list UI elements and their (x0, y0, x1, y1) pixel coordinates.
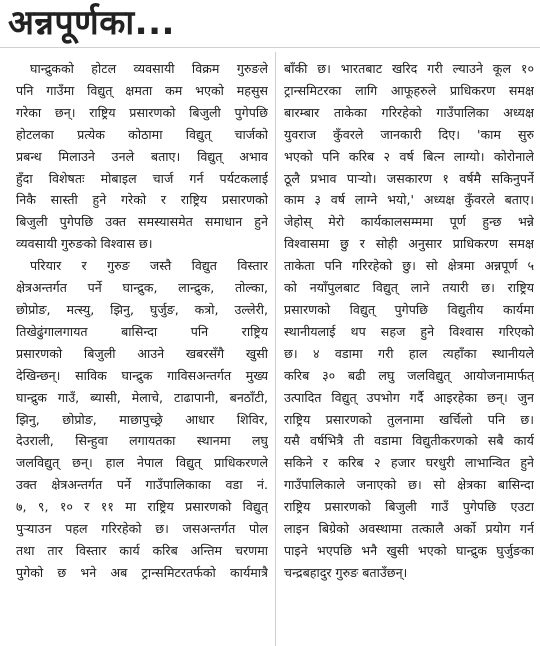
article-text-line: घान्द्रुक गाउँ, ब्यासी, मेलाचे, टाढापानी, बनठाँटी, (16, 389, 268, 405)
article-text-line: भएको पनि करिब २ वर्ष बित्न लाग्यो। कोरोनाले (284, 148, 534, 164)
article-text-line: बिजुली पुगेपछि उक्त समस्यासमेत समाधान हुने (16, 214, 268, 230)
article-text-line: प्रसारणको विद्युत् पुगेपछि विद्युतीय कार्यमा (284, 301, 534, 317)
article-text-line: प्रबन्ध मिलाउने उनले बताए। विद्युत् अभाव (16, 148, 268, 164)
article-text-line: जलविद्युत् छन्। हाल नेपाल विद्युत् प्राधिकरणले (16, 455, 268, 471)
article-text-line: छ। ४ वडामा गरी हाल त्यहाँका स्थानीयले (284, 345, 534, 361)
article-text-line: व्यवसायी गुरुङको विश्वास छ। (16, 236, 153, 252)
article-text-line: राष्ट्रिय प्रसारणको बिजुली गाउँ पुगेपछि एउटा (284, 499, 534, 515)
article-text-line: उत्पादित विद्युत् उपभोग गर्दै आइरहेका छन्। जुन (284, 389, 534, 405)
article-text-line: ठूलै प्रभाव पाऱ्यो। जसकारण १ वर्षमै सकिनुपर्ने (284, 170, 534, 186)
article-text-line: काम ३ वर्ष लाग्ने भयो,' अध्यक्ष कुँवरले बताए। (284, 192, 534, 208)
article-text-line: लाइन बिग्रेको अवस्थामा तत्कालै अर्को प्रयोग गर्न (284, 521, 534, 537)
article-text-line: को नयाँपुलबाट विद्युत् लाने तयारी छ। राष्ट्रिय (284, 280, 534, 296)
article-text-line: पुऱ्याउन पहल गरिरहेको छ। जसअन्तर्गत पोल (16, 521, 268, 537)
article-text-line: करिब ३० बढी लघु जलविद्युत् आयोजनामार्फत् (284, 367, 534, 383)
article-text-line: पुगेको छ भने अब ट्रान्समिटरतर्फको कार्यमात्रै (16, 564, 268, 580)
headline-rule (0, 47, 540, 48)
article-text-line: परियार र गुरुङ जस्तै विद्युत विस्तार (30, 258, 268, 274)
article-text-line: होटलका प्रत्येक कोठामा विद्युत् चार्जको (16, 126, 268, 142)
article-text-line: देखिन्छन्। साविक घान्द्रुक गाविसअन्तर्गत मुख्य (16, 367, 268, 383)
article-text-line: तिखेढुंगालगायत बासिन्दा पनि राष्ट्रिय (16, 323, 268, 339)
article-headline: अन्नपूर्णका... (8, 3, 175, 43)
article-text-line: विश्वासमा छु र सोही अनुसार प्राधिकरण समक्ष (284, 236, 534, 252)
article-text-line: चन्द्रबहादुर गुरुङ बताउँछन्। (284, 564, 408, 580)
article-text-line: राष्ट्रिय प्रसारणको तुलनामा खर्चिलो पनि छ। (284, 411, 534, 427)
article-text-line: निकै सास्ती हुने गरेको र राष्ट्रिय प्रसारणको (16, 192, 268, 208)
article-text-line: पाइने भएपछि भनै खुसी भएको घान्द्रुक घुर्जुङका (284, 542, 534, 558)
article-text-line: यसै वर्षभित्रै ती वडामा विद्युतीकरणको सबै कार्य (284, 433, 534, 449)
article-text-line: प्रसारणको बिजुली आउने खबरसँगै खुसी (16, 345, 268, 361)
article-text-line: बाँकी छ। भारतबाट खरिद गरी ल्याउने कूल १० (284, 61, 534, 76)
article-text-line: पनि गाउँमा विद्युत् क्षमता कम भएको महसुस (16, 82, 268, 98)
article-text-line: जेहोस् मेरो कार्यकालसम्ममा पूर्ण हुन्छ भन्ने (284, 214, 534, 230)
article-column-left (16, 58, 268, 584)
article-text-line: छोप्रोङ, मत्स्यु, झिनु, घुर्जुङ, कत्रो, उल्लेरी, (16, 301, 268, 317)
article-text-line: तथा तार विस्तार कार्य करिब अन्तिम चरणमा (16, 542, 268, 558)
article-text-line: स्थानीयलाई थप सहज हुने विश्वास गरिएको (284, 323, 534, 339)
article-text-line: ७, ९, १० र ११ मा राष्ट्रिय प्रसारणको विद्युत् (16, 499, 268, 515)
column-divider (275, 52, 276, 646)
article-text-line: ट्रान्समिटरका लागि आफूहरुले प्राधिकरण समक्ष (284, 82, 534, 98)
article-text-line: ताकेता पनि गरिरहेको छु। सो क्षेत्रमा अन्नपूर्ण ५ (284, 258, 534, 274)
article-text-line: गरेका छन्। राष्ट्रिय प्रसारणको बिजुली पुगेपछि (16, 104, 268, 120)
article-text-line: झिनु, छोप्रोङ, माछापुच्छ्रे आधार शिविर, (16, 411, 268, 427)
article-text-line: सकिने र करिब २ हजार घरधुरी लाभान्वित हुने (284, 455, 534, 471)
article-text-line: हुँदा विशेषतः मोबाइल चार्ज गर्न पर्यटकलाई (16, 170, 268, 186)
article-text-line: उक्त क्षेत्रअन्तर्गत पर्ने गाउँपालिकाका वडा नं. (16, 477, 268, 493)
article-text-line: क्षेत्रअन्तर्गत पर्ने घान्द्रुक, लान्द्रुक, तोल्का, (16, 280, 268, 296)
article-text-line: गाउँपालिकाले जनाएको छ। सो क्षेत्रका बासिन्दा (284, 477, 534, 493)
article-text-line: देउराली, सिन्हुवा लगायतका स्थानमा लघु (16, 433, 268, 449)
article-text-line: बारम्बार ताकेका गरिरहेको गाउँपालिका अध्यक्ष (284, 104, 534, 120)
article-text-line: युवराज कुँवरले जानकारी दिए। 'काम सुरु (284, 126, 534, 142)
article-column-right (284, 58, 534, 584)
article-text-line: घान्द्रुकको होटल व्यवसायी विक्रम गुरुङले (30, 61, 268, 76)
